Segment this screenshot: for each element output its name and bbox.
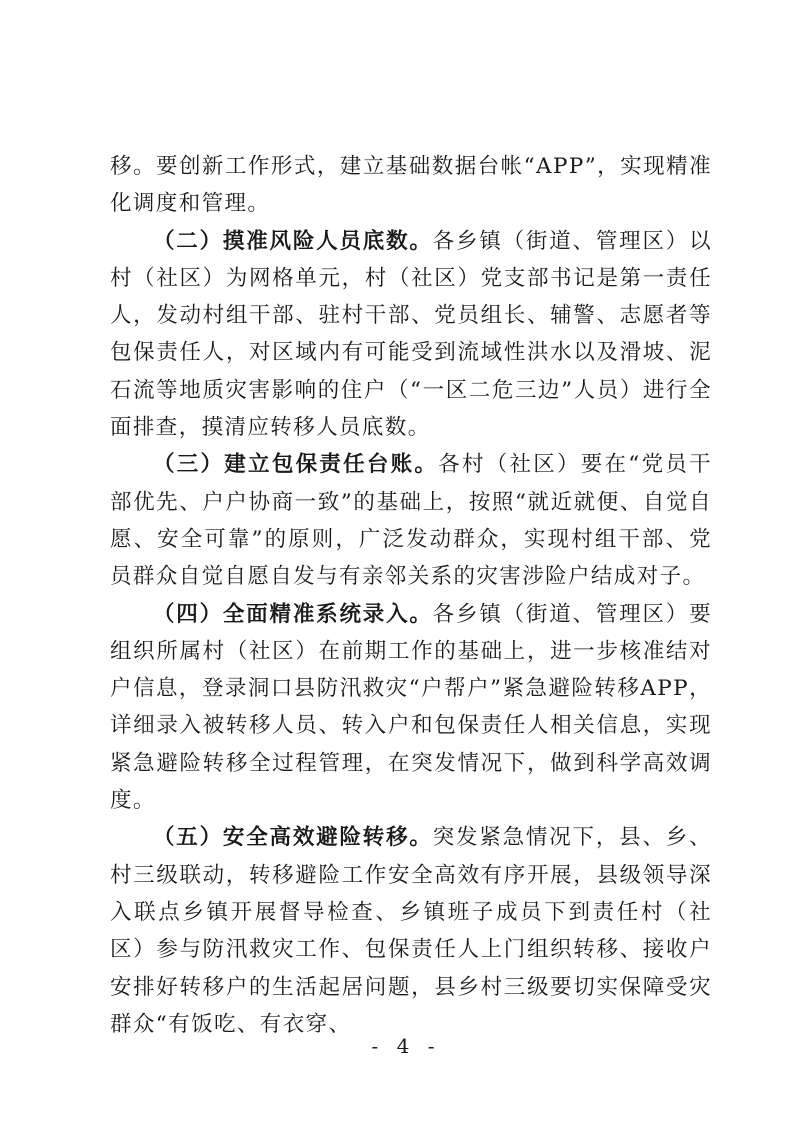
paragraph-text: 各村（社区）要在“党员干部优先、户户协商一致”的基础上，按照“就近就便、自觉自愿、安全可靠”的原则，广泛发动群众，实现村组干部、党员群众自觉自愿自发与有亲邻关系的灾害涉险户结成对子。 bbox=[110, 452, 712, 590]
section-heading: （五）安全高效避险转移。 bbox=[153, 825, 433, 851]
document-page bbox=[110, 148, 712, 1043]
paragraph-section-4 bbox=[110, 596, 712, 820]
paragraph-text: 突发紧急情况下，县、乡、村三级联动，转移避险工作安全高效有序开展，县级领导深入联点乡镇开展督导检查、乡镇班子成员下到责任村（社区）参与防汛救灾工作、包保责任人上门组织转移、接收户安排好转移户的生活起居问题，县乡村三级要切实保障受灾群众“有饭吃、有衣穿、 bbox=[110, 825, 712, 1037]
paragraph-text: 各乡镇（街道、管理区）以村（社区）为网格单元，村（社区）党支部书记是第一责任人，发动村组干部、驻村干部、党员组长、辅警、志愿者等包保责任人，对区域内有可能受到流域性洪水以及滑坡、泥石流等地质灾害影响的住户（“一区二危三边”人员）进行全面排查，摸清应转移人员底数。 bbox=[110, 228, 712, 441]
paragraph-text: 移。要创新工作形式，建立基础数据台帐“APP”，实现精准化调度和管理。 bbox=[110, 154, 712, 217]
paragraph-section-2 bbox=[110, 223, 712, 447]
section-heading: （四）全面精准系统录入。 bbox=[153, 601, 433, 627]
paragraph-continuation bbox=[110, 148, 712, 223]
section-heading: （三）建立包保责任台账。 bbox=[153, 452, 439, 478]
paragraph-section-5 bbox=[110, 819, 712, 1043]
paragraph-text: 各乡镇（街道、管理区）要组织所属村（社区）在前期工作的基础上，进一步核准结对户信息，登录洞口县防汛救灾“户帮户”紧急避险转移APP，详细录入被转移人员、转入户和包保责任人相关信息，实现紧急避险转移全过程管理，在突发情况下，做到科学高效调度。 bbox=[110, 601, 712, 814]
paragraph-section-3 bbox=[110, 446, 712, 595]
section-heading: （二）摸准风险人员底数。 bbox=[153, 228, 433, 254]
page-number: - 4 - bbox=[371, 1034, 441, 1058]
